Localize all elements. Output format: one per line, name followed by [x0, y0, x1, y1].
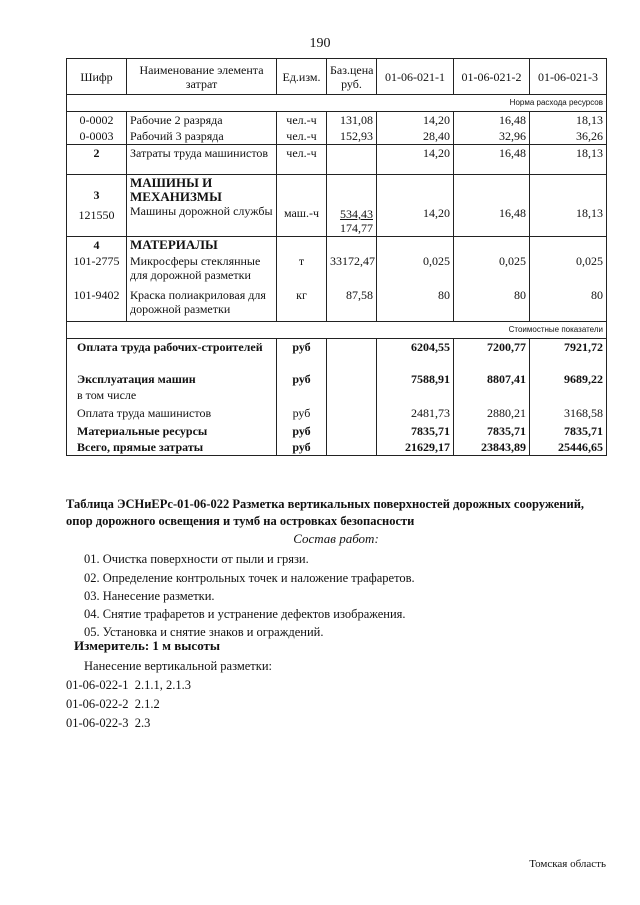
header-price: Баз.цена руб. — [327, 59, 377, 95]
row-v1: 21629,17 — [377, 439, 454, 456]
row-name: Рабочий 3 разряда — [127, 128, 277, 145]
row-v1: 0,025 — [377, 253, 454, 287]
row-price: 152,93 — [327, 128, 377, 145]
resource-table — [66, 58, 607, 456]
measure-unit: Измеритель: 1 м высоты — [74, 638, 221, 653]
row-code: 101-2775 — [67, 253, 127, 287]
code-id: 01-06-022-3 — [66, 716, 129, 730]
table-row — [67, 387, 607, 403]
row-unit: руб — [277, 403, 327, 421]
header-col3: 01-06-021-3 — [530, 59, 607, 95]
table-row-machines — [67, 175, 607, 237]
row-name: Рабочие 2 разряда — [127, 112, 277, 129]
table-row-materials-title — [67, 237, 607, 254]
table-row — [67, 421, 607, 439]
row-v3: 25446,65 — [530, 439, 607, 456]
price-bottom: 174,77 — [340, 221, 373, 235]
section-number: 3 — [93, 188, 100, 202]
band-norm-row — [67, 95, 607, 112]
table-header-row — [67, 59, 607, 95]
row-v2: 23843,89 — [454, 439, 530, 456]
row-price — [327, 145, 377, 175]
table-row — [67, 368, 607, 387]
code-line — [66, 678, 191, 693]
work-item: 04. Снятие трафаретов и устранение дефектов изображения. — [84, 607, 406, 621]
row-code: 0-0003 — [67, 128, 127, 145]
row-v2: 16,48 — [454, 145, 530, 175]
code-refs: 2.1.2 — [134, 697, 160, 711]
row-code: 101-9402 — [67, 287, 127, 321]
row-v1: 7588,91 — [377, 368, 454, 387]
row-unit: руб — [277, 368, 327, 387]
row-v3: 18,13 — [530, 145, 607, 175]
row-price: 131,08 — [327, 112, 377, 129]
row-unit: руб — [277, 421, 327, 439]
table-caption: Таблица ЭСНиЕРс-01-06-022 Разметка вертикальных поверхностей дорожных сооружений, опор дорожного освещения и тумб на островках безопасности — [66, 497, 585, 528]
header-code: Шифр — [67, 59, 127, 95]
row-v1: 28,40 — [377, 128, 454, 145]
row-v3: 7921,72 — [530, 338, 607, 368]
row-unit: чел.-ч — [277, 128, 327, 145]
row-v2: 0,025 — [454, 253, 530, 287]
band-norm: Норма расхода ресурсов — [67, 95, 607, 112]
row-v2: 8807,41 — [454, 368, 530, 387]
row-v1: 14,20 — [377, 112, 454, 129]
row-v1: 80 — [377, 287, 454, 321]
table-row — [67, 403, 607, 421]
works-title: Состав работ: — [293, 531, 379, 546]
row-code: 0-0002 — [67, 112, 127, 129]
row-v2: 16,48 — [454, 175, 530, 237]
machine-code: 121550 — [78, 208, 115, 222]
row-name: Оплата труда рабочих-строителей — [67, 338, 277, 368]
page-number: 190 — [309, 36, 331, 51]
row-price: 33172,47 — [327, 253, 377, 287]
row-v1: 14,20 — [377, 175, 454, 237]
row-v1: 14,20 — [377, 145, 454, 175]
row-unit: кг — [277, 287, 327, 321]
row-v3: 18,13 — [530, 175, 607, 237]
row-v2: 7835,71 — [454, 421, 530, 439]
code-id: 01-06-022-1 — [66, 678, 129, 692]
band-cost-row — [67, 321, 607, 338]
row-v3: 3168,58 — [530, 403, 607, 421]
row-name: Затраты труда машинистов — [127, 145, 277, 175]
row-code — [67, 175, 127, 237]
work-item: 05. Установка и снятие знаков и ограждений. — [84, 625, 324, 639]
header-col1: 01-06-021-1 — [377, 59, 454, 95]
row-v1: 2481,73 — [377, 403, 454, 421]
band-cost: Стоимостные показатели — [67, 321, 607, 338]
work-item: 03. Нанесение разметки. — [84, 589, 215, 603]
apply-title: Нанесение вертикальной разметки: — [84, 659, 272, 673]
row-name: Всего, прямые затраты — [67, 439, 277, 456]
row-price: 87,58 — [327, 287, 377, 321]
table-row — [67, 338, 607, 368]
row-v2: 7200,77 — [454, 338, 530, 368]
row-name: Оплата труда машинистов — [67, 403, 277, 421]
header-unit: Ед.изм. — [277, 59, 327, 95]
row-name: Материальные ресурсы — [67, 421, 277, 439]
row-v2: 2880,21 — [454, 403, 530, 421]
table-row — [67, 439, 607, 456]
row-name: в том числе — [67, 387, 277, 403]
row-unit: чел.-ч — [277, 145, 327, 175]
row-v2: 80 — [454, 287, 530, 321]
row-v3: 18,13 — [530, 112, 607, 129]
row-v1: 7835,71 — [377, 421, 454, 439]
table-row — [67, 112, 607, 129]
row-v3: 0,025 — [530, 253, 607, 287]
header-name: Наименование элемента затрат — [127, 59, 277, 95]
row-unit: чел.-ч — [277, 112, 327, 129]
header-col2: 01-06-021-2 — [454, 59, 530, 95]
table-row — [67, 128, 607, 145]
code-id: 01-06-022-2 — [66, 697, 129, 711]
row-v3: 9689,22 — [530, 368, 607, 387]
table-row — [67, 287, 607, 321]
row-name: Эксплуатация машин — [67, 368, 277, 387]
code-refs: 2.1.1, 2.1.3 — [134, 678, 191, 692]
row-code: 2 — [67, 145, 127, 175]
row-v3: 36,26 — [530, 128, 607, 145]
section-number: 4 — [67, 237, 127, 254]
table-row — [67, 145, 607, 175]
row-v3: 7835,71 — [530, 421, 607, 439]
machine-name: Машины дорожной службы — [130, 204, 273, 218]
price-top: 534,43 — [340, 207, 373, 221]
footer-region: Томская область — [529, 858, 606, 870]
row-unit: т — [277, 253, 327, 287]
row-price — [327, 175, 377, 237]
row-name: Краска полиакриловая для дорожной разметки — [127, 287, 277, 321]
row-v2: 16,48 — [454, 112, 530, 129]
row-name — [127, 175, 277, 237]
row-name: Микросферы стеклянные для дорожной разметки — [127, 253, 277, 287]
work-item: 02. Определение контрольных точек и наложение трафаретов. — [84, 571, 415, 585]
section-title: МАТЕРИАЛЫ — [127, 237, 277, 254]
row-unit: руб — [277, 338, 327, 368]
code-line — [66, 697, 160, 712]
row-v3: 80 — [530, 287, 607, 321]
table-row — [67, 253, 607, 287]
code-line — [66, 716, 150, 731]
section-title: МАШИНЫ И МЕХАНИЗМЫ — [130, 175, 222, 204]
row-unit: руб — [277, 439, 327, 456]
work-item: 01. Очистка поверхности от пыли и грязи. — [84, 552, 309, 566]
code-refs: 2.3 — [134, 716, 151, 730]
row-v2: 32,96 — [454, 128, 530, 145]
row-v1: 6204,55 — [377, 338, 454, 368]
row-unit: маш.-ч — [277, 175, 327, 237]
